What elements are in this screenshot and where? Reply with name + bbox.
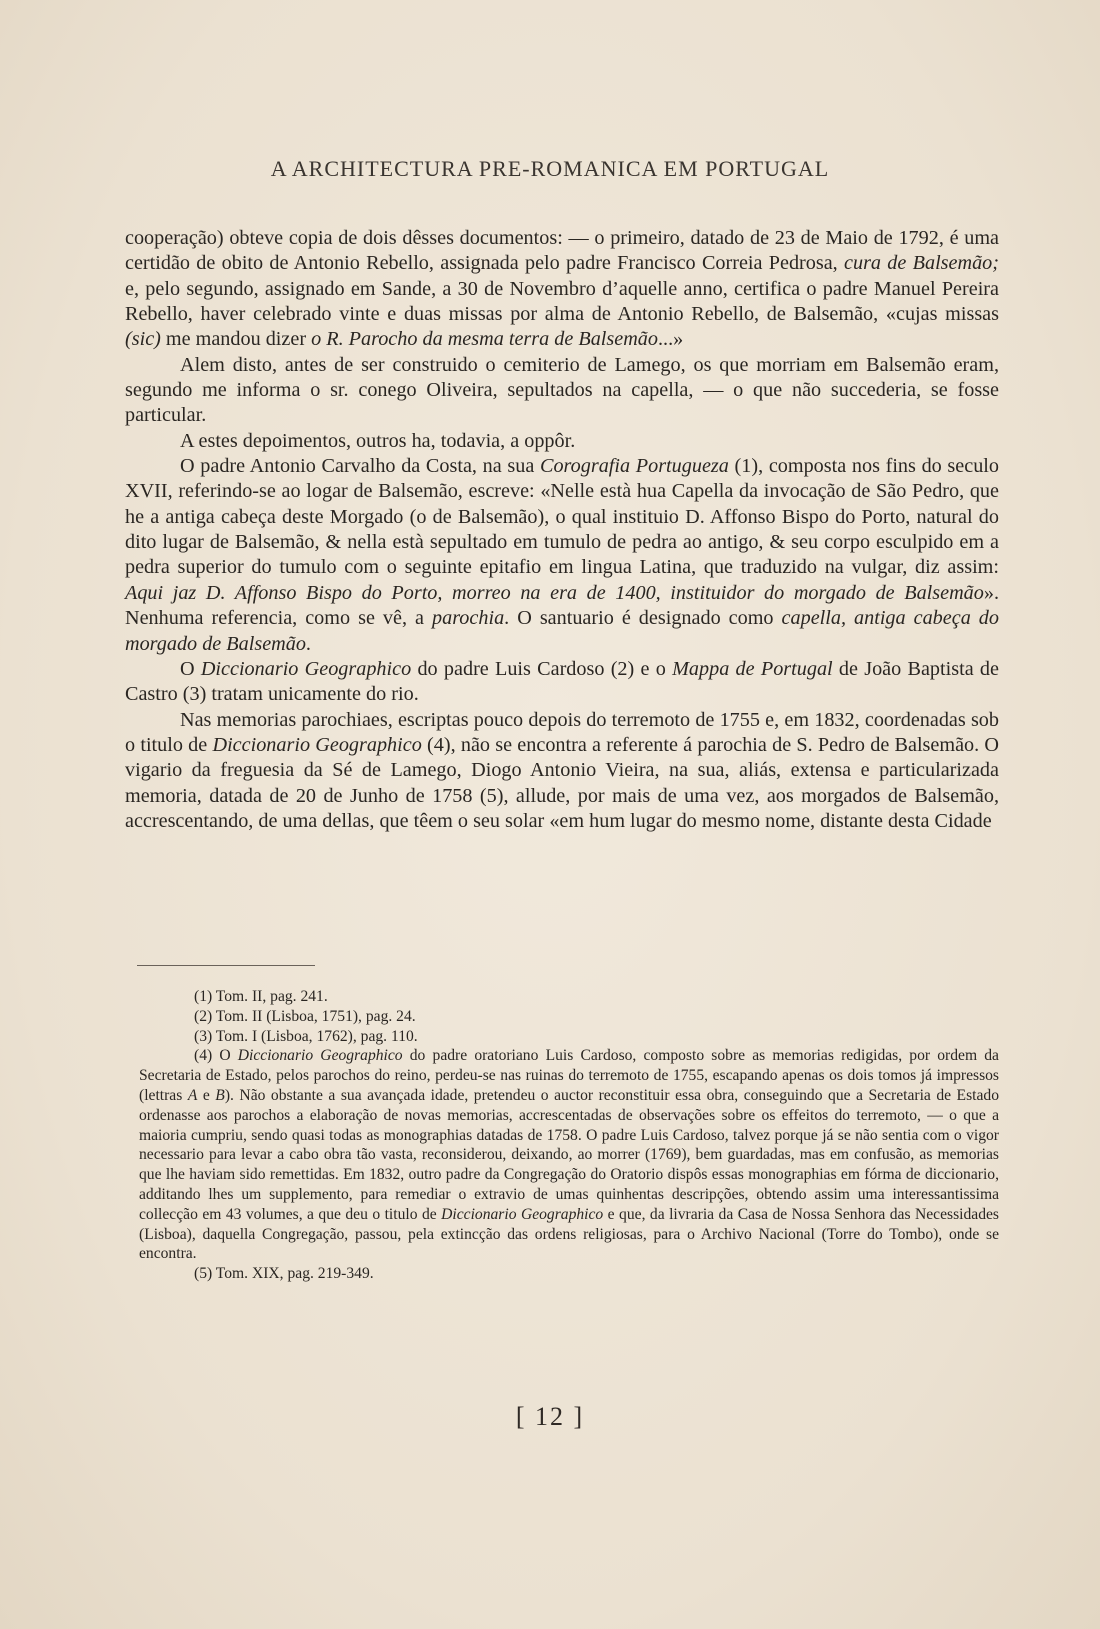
footnote (139, 1027, 999, 1047)
page-number: [ 12 ] (515, 1402, 585, 1431)
italic-run: (sic) (125, 328, 161, 351)
text-run: Nas memorias parochiaes, escriptas pouco depois do terremoto de 1755 e, em 1832, coordenadas sob o titulo de (125, 708, 999, 756)
text-run: (3) Tom. I (Lisboa, 1762), pag. 110. (194, 1027, 418, 1045)
text-run: e (197, 1086, 216, 1104)
text-run: (4), não se encontra a referente á parochia de S. Pedro de Balsemão. O vigario da freguesia da Sé de Lamego, Diogo Antonio Vieira, na sua, aliás, extensa e particularizada memoria, datada de 20 de Junho de 1758 (5), allude, por mais de uma vez, aos morgados de Balsemão, accrescentando, de uma dellas, que têem o seu solar «em hum lugar do mesmo nome, distante desta Cidade (125, 733, 999, 832)
italic-run: B (215, 1086, 225, 1104)
text-run: (4) O (194, 1047, 238, 1065)
text-run: Alem disto, antes de ser construido o cemiterio de Lamego, os que morriam em Balsemão eram, segundo me informa o sr. conego Oliveira, sepultados na capella, — o que não succederia, se fosse particular. (125, 353, 999, 427)
italic-run: Diccionario Geographico (441, 1205, 604, 1223)
paragraph (125, 226, 999, 353)
text-run: e que, da livraria da Casa de Nossa Senhora das Necessidades (Lisboa), daquella Congregação, passou, pela extincção das ordens religiosas, para o Archivo Nacional (Torre do Tombo), onde se encontra. (139, 1205, 999, 1263)
text-run: e, pelo segundo, assignado em Sande, a 30 de Novembro d’aquelle anno, certifica o padre Manuel Pereira Rebello, haver celebrado vinte e duas missas por alma de Antonio Rebello, de Balsemão, «cujas missas (125, 277, 999, 326)
text-run: cooperação) obteve copia de dois dêsses documentos: — o primeiro, datado de 23 de Maio de 1792, é uma certidão de obito de Antonio Rebello, assignada pelo padre Francisco Correia Pedrosa, (125, 227, 999, 275)
running-head: A ARCHITECTURA PRE-ROMANICA EM PORTUGAL (270, 156, 830, 181)
italic-run: Mappa de Portugal (672, 657, 833, 680)
italic-run: Aqui jaz D. Affonso Bispo do Porto, morreo na era de 1400, instituidor do morgado de Balsemão (125, 581, 984, 604)
text-run: me mandou dizer (160, 328, 312, 351)
italic-run: parochia (432, 607, 505, 630)
footnote (139, 1007, 999, 1027)
italic-run: Diccionario Geographico (237, 1047, 403, 1065)
italic-run: A (187, 1086, 198, 1104)
text-run: ...» (657, 328, 684, 351)
italic-run: Diccionario Geographico (212, 733, 422, 756)
footnote-rule (137, 965, 315, 966)
italic-run: Corografia Portugueza (539, 455, 729, 478)
text-run: O (180, 657, 201, 680)
footnote (139, 1046, 999, 1264)
text-run: . (305, 632, 311, 655)
paragraph (125, 353, 999, 429)
text-run: O padre Antonio Carvalho da Costa, na sua (180, 455, 540, 478)
footnote (139, 987, 999, 1007)
footnote (139, 1264, 999, 1284)
text-run: (1), composta nos fins do seculo XVII, referindo-se ao logar de Balsemão, escreve: «Nelle està hua Capella da invocação de São Pedro, que he a antiga cabeça deste Morgado (o de Balsemão), o qual instituio D. Affonso Bispo do Porto, natural do dito lugar de Balsemão, & nella està sepultado em tumulo de pedra ao antigo, & seu corpo esculpido em a pedra superior do tumulo com o seguinte epitafio em lingua Latina, que traduzido na vulgar, diz assim: (125, 455, 1000, 579)
footnotes (139, 987, 999, 1284)
paragraph (125, 657, 999, 708)
text-run: ». Nenhuma referencia, como se vê, a (125, 581, 999, 630)
paragraph (125, 708, 999, 835)
text-run: . O santuario é designado como (504, 607, 782, 630)
italic-run: cura de Balsemão; (844, 252, 999, 275)
text-run: (5) Tom. XIX, pag. 219-349. (194, 1265, 374, 1283)
text-run: ). Não obstante a sua avançada idade, pretendeu o auctor reconstituir essa obra, conseguindo que a Secretaria de Estado ordenasse aos parochos a elaboração de novas memorias, accrescentadas de observações sobre os effeitos do terremoto, — o que a maioria cumpriu, sendo quasi todas as monographias datadas de 1758. O padre Luis Cardoso, talvez porque já se não sentia com o vigor necessario para levar a cabo obra tão vasta, reconsiderou, deixando, ao morrer (1769), bem guardadas, mas em confusão, as memorias que lhe haviam sido remettidas. Em 1832, outro padre da Congregação do Oratorio dispôs essas monographias em fórma de diccionario, additando lhes um supplemento, para remediar o extravio de umas quinhentas descripções, obtendo assim uma interessantissima collecção em 43 volumes, a que deu o titulo de (139, 1086, 1000, 1223)
text-run: (1) Tom. II, pag. 241. (194, 988, 328, 1005)
text-run: de João Baptista de Castro (3) tratam unicamente do rio. (125, 657, 999, 706)
text-run: A estes depoimentos, outros ha, todavia, a oppôr. (180, 429, 576, 452)
italic-run: capella, antiga cabeça do morgado de Balsemão (125, 607, 999, 655)
italic-run: Diccionario Geographico (200, 657, 412, 680)
paragraph (125, 429, 999, 454)
text-run: (2) Tom. II (Lisboa, 1751), pag. 24. (194, 1007, 416, 1025)
text-run: do padre Luis Cardoso (2) e o (411, 657, 673, 680)
italic-run: o R. Parocho da mesma terra de Balsemão (311, 328, 658, 351)
paragraph (125, 454, 999, 657)
body-text (125, 226, 999, 834)
text-run: do padre oratoriano Luis Cardoso, composto sobre as memorias redigidas, por ordem da Secretaria de Estado, pelos parochos do reino, perdeu-se nas ruinas do terremoto de 1755, escapando apenas os dois tomos já impressos (lettras (139, 1047, 999, 1104)
